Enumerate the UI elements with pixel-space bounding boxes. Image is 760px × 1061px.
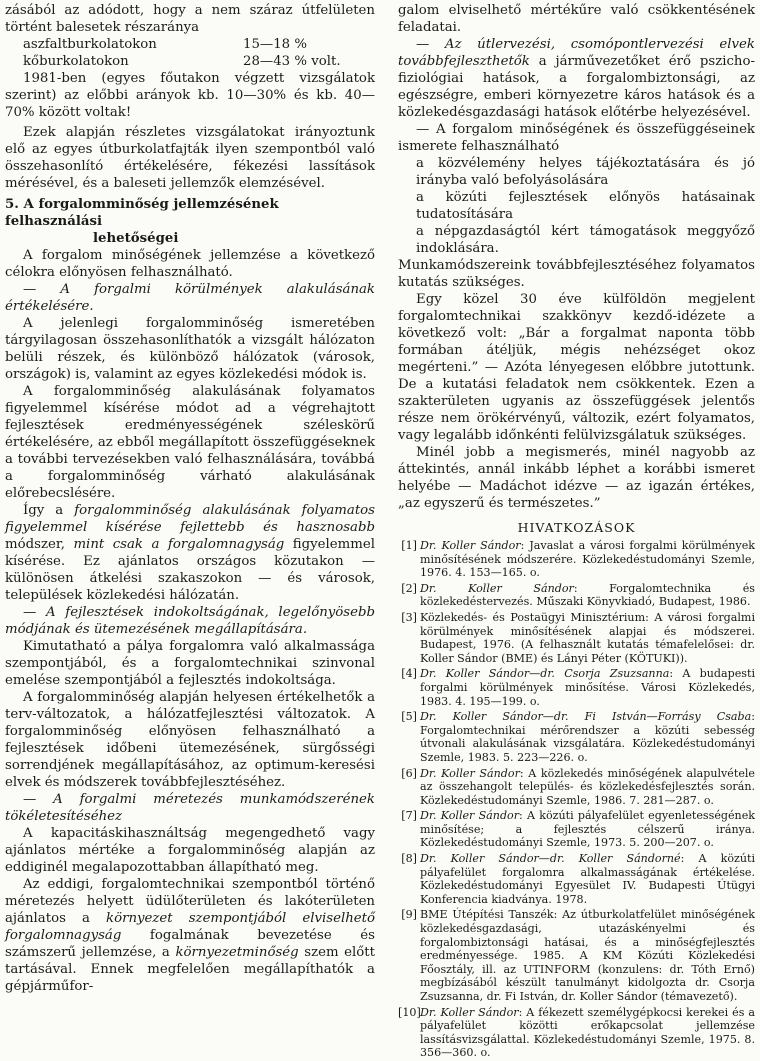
reference-number: [8]	[401, 852, 417, 866]
bullet-item: a közvélemény helyes tájékoztatására és jó irányba való befolyásolására	[416, 156, 755, 188]
reference-text: Dr. Koller Sándor—dr. Csorja Zsuzsanna: A budapesti forgalmi körülmények minősítése. Városi Közlekedés, 1983. 4. 195—199. o.	[420, 667, 755, 708]
dash-item: — A forgalmi méretezés munkamódszerének tökéletesítéséhez	[5, 792, 375, 824]
table-row: aszfaltburkolatokon 15—18 %	[23, 37, 307, 52]
reference-number: [4]	[401, 667, 417, 681]
reference-author: Dr. Koller Sándor—dr. Fi István—Forrásy Csaba	[420, 710, 752, 724]
reference-number: [3]	[401, 610, 417, 624]
reference-item	[398, 667, 755, 708]
reference-text: Dr. Koller Sándor: A fékezett személygépkocsi kerekei és a pályafelület közötti erőkapcsolat jellemzése lassításvizsgálattal. Közlekedéstudományi Szemle, 1975. 8. 356—360. o.	[420, 1005, 756, 1060]
paragraph: Ezek alapján részletes vizsgálatokat irányoztunk elő az egyes útburkolatfajták ilyen szempontból való összehasonlító értékelésére, fékezési lassítások mérésével, és a baleseti jellemzők elemzésével.	[5, 125, 375, 191]
reference-number: [9]	[401, 908, 417, 922]
reference-item	[398, 852, 755, 906]
reference-item	[398, 611, 755, 665]
paragraph: Munkamódszereink továbbfejlesztéséhez folyamatos kutatás szükséges.	[398, 258, 755, 290]
reference-item	[398, 539, 755, 580]
reference-text: Dr. Koller Sándor—dr. Koller Sándorné: A közúti pályafelület forgalomra alkalmasságának értékelése. Közlekedéstudományi Egyesület IV. Budapesti Útügyi Konferencia kiadványa. 1978.	[420, 852, 755, 906]
reference-text: Dr. Koller Sándor: A közlekedés minőségének alapulvétele az összehangolt település- és közlekedésfejlesztés során. Közlekedéstudományi Szemle, 1986. 7. 281—287. o.	[420, 766, 755, 807]
right-column	[398, 2, 755, 1061]
paragraph: A forgalomminőség alakulásának folyamatos figyelemmel kísérése módot ad a végrehajtott fejlesztések eredményességének széleskörű értékelésére, az ebből megállapított összefüggéseknek a további tervezésekben való felhasználására, továbbá a forgalomminőség várható alakulásának előrebecslésére.	[5, 384, 375, 501]
reference-item	[398, 1006, 755, 1060]
paragraph: galom elviselhető mértékűre való csökkentésének feladatai.	[398, 3, 755, 35]
reference-author: Dr. Koller Sándor—dr. Koller Sándorné	[420, 852, 681, 866]
paragraph: Így a forgalomminőség alakulásának folyamatos figyelemmel kísérése fejlettebb és hasznosabb módszer, mint csak a forgalomnagyság figyelemmel kísérése. Ez ajánlatos országos közutakon — különösen átkelési szakaszokon — és városok, települések közlekedési hálózatán.	[5, 503, 376, 603]
reference-author: Dr. Koller Sándor	[420, 766, 520, 780]
bullet-item: a közúti fejlesztések előnyös hatásainak tudatosítására	[416, 190, 755, 222]
reference-author: Dr. Koller Sándor	[420, 581, 574, 595]
reference-text: Közlekedés- és Postaügyi Minisztérium: A városi forgalmi körülmények minősítésének alapjai és módszerei. Budapest, 1976. (A felhasznált kutatás témafelelősei: dr. Koller Sándor (BME) és Lányi Péter (KÖTUKI)).	[420, 610, 755, 665]
paragraph: 1981-ben (egyes főutakon végzett vizsgálatok szerint) az előbbi arányok kb. 10—30% és kb. 40—70% között voltak!	[5, 71, 375, 120]
reference-number: [10]	[398, 1005, 421, 1019]
reference-item	[398, 767, 755, 808]
reference-number: [7]	[401, 809, 417, 823]
reference-number: [6]	[401, 766, 417, 780]
paragraph: Az eddigi, forgalomtechnikai szempontból történő méretezés helyett üdülőterületen és lakóterületen ajánlatos a környezet szempontjából elviselhető forgalomnagyság fogalmának bevezetése és számszerű jellemzése, a környezetminőség szem előtt tartásával. Ennek megfelelően megállapíthatók a gépjárműfor-	[5, 877, 376, 994]
reference-item	[398, 710, 755, 764]
reference-item	[398, 582, 755, 609]
dash-item: — A fejlesztések indokoltságának, legelőnyösebb módjának és ütemezésének megállapítására.	[5, 605, 375, 637]
reference-item	[398, 908, 755, 1003]
paragraph: Egy közel 30 éve külföldön megjelent forgalomtechnikai szakkönyv kezdő-idézete a következő volt: „Bár a forgalmat naponta több formában átéljük, mégis nehézséget okoz megérteni.” — Azóta lényegesen előbbre jutottunk. De a kutatási feladatok nem csökkentek. Ezen a szakterületen ugyanis az összefüggések jelentős része nem örökérvényű, változik, ezért folyamatos, vagy legalább időnkénti felülvizsgálatuk szükséges.	[398, 292, 755, 443]
reference-text: Dr. Koller Sándor—dr. Fi István—Forrásy Csaba: Forgalomtechnikai mérőrendszer a közúti sebesség útvonali alakulásának vizsgálatára. Közlekedéstudományi Szemle, 1983. 5. 223—226. o.	[420, 710, 755, 764]
left-column	[5, 2, 375, 995]
references-title: HIVATKOZÁSOK	[517, 520, 636, 535]
paragraph: zásából az adódott, hogy a nem száraz útfelületen történt balesetek részaránya	[5, 3, 375, 35]
dash-item: — Az útlervezési, csomópontlervezési elvek továbbfejleszthetők a járművezetőket érő pszicho-fiziológiai hatások, a forgalombiztonsági, az egészségre, emberi környezetre káros hatások és a közlekedésgazdasági hatások előtérbe helyezésével.	[398, 37, 755, 120]
references-list	[398, 539, 755, 1060]
reference-author: Dr. Koller Sándor—dr. Csorja Zsuzsanna	[420, 667, 670, 681]
paragraph: A kapacitáskihasználtság megengedhető vagy ajánlatos mértéke a forgalomminőség alapján az eddiginél megalapozottabban állapítható meg.	[5, 826, 375, 875]
dash-item: — A forgalom minőségének és összefüggéseinek ismerete felhasználható	[398, 122, 755, 154]
reference-item	[398, 809, 755, 850]
paragraph: A forgalomminőség alapján helyesen értékelhetők a terv-változatok, a hálózatfejlesztési változatok. A forgalomminőség előnyösen felhasználható a fejlesztések időbeni ütemezésének, sürgősségi sorrendjének megállapításához, az optimum-keresési elvek és módszerek továbbfejlesztéséhez.	[5, 690, 375, 790]
bullet-item: a népgazdaságtól kért támogatások meggyőző indoklására.	[416, 224, 755, 256]
reference-number: [5]	[401, 710, 417, 724]
reference-text: Dr. Koller Sándor: Javaslat a városi forgalmi körülmények minősítésének módszerére. Közlekedéstudományi Szemle, 1976. 4. 153—165. o.	[420, 539, 755, 580]
paragraph: Kimutatható a pálya forgalomra való alkalmassága szempontjából, és a forgalomtechnikai szinvonal emelése szempontjából a fejlesztés indokoltsága.	[5, 639, 375, 688]
reference-text: BME Útépítési Tanszék: Az útburkolatfelület minőségének közlekedésgazdasági, utazáskényelmi és forgalombiztonsági hatásai, és a minőségfejlesztés eredményessége. 1985. A KM Közúti Közlekedési Főosztály, ill. az UTINFORM (konzulens: dr. Tóth Ernő) megbízásából készült tanulmányt kidolgozta dr. Csorja Zsuzsanna, dr. Fi István, dr. Koller Sándor (témavezető).	[420, 908, 755, 1003]
dash-item: — A forgalmi körülmények alakulásának értékelésére.	[5, 282, 375, 314]
paragraph: A jelenlegi forgalomminőség ismeretében tárgyilagosan összehasonlíthatók a vizsgált hálózaton belüli részek, és különböző hálózatok (városok, országok) is, valamint az egyes közlekedési módok is.	[5, 316, 375, 382]
paragraph: Minél jobb a megismerés, minél nagyobb az áttekintés, annál inkább léphet a korábbi ismeret helyébe — Madáchot idézve — az igazán értékes, „az egyszerű és természetes.”	[398, 445, 755, 511]
table-row: kőburkolatokon 28—43 % volt.	[23, 54, 341, 69]
section-heading: 5. A forgalomminőség jellemzésének felhasználási lehetőségei	[5, 197, 279, 246]
reference-text: Dr. Koller Sándor: Forgalomtechnika és közlekedéstervezés. Műszaki Könyvkiadó, Budapest, 1986.	[420, 581, 755, 609]
reference-author: Dr. Koller Sándor	[420, 809, 520, 823]
reference-author: Dr. Koller Sándor	[420, 539, 521, 552]
reference-number: [2]	[401, 581, 417, 595]
reference-text: Dr. Koller Sándor: A közúti pályafelület egyenletességének minősítése; a fejlesztés célszerű iránya. Közlekedéstudományi Szemle, 1973. 5. 200—207. o.	[420, 809, 755, 850]
paragraph: A forgalom minőségének jellemzése a következő célokra előnyösen felhasználható.	[5, 248, 375, 280]
reference-number: [1]	[401, 539, 417, 552]
reference-author: Dr. Koller Sándor	[420, 1005, 519, 1019]
